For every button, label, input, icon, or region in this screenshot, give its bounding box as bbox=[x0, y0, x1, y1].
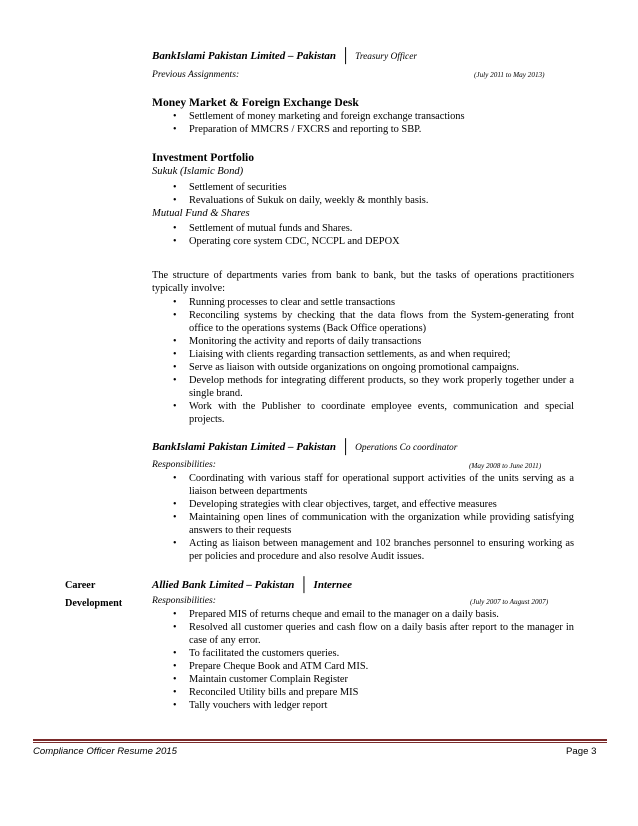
list-item: • Monitoring the activity and reports of daily transactions bbox=[152, 335, 574, 348]
job3-company: Allied Bank Limited – Pakistan bbox=[152, 579, 295, 591]
job1-subheading: Previous Assignments: bbox=[152, 69, 240, 80]
money-market-heading: Money Market & Foreign Exchange Desk bbox=[152, 96, 359, 109]
job3-subheading: Responsibilities: bbox=[152, 595, 216, 606]
list-item: • Serve as liaison with outside organizations on ongoing promotional campaigns. bbox=[152, 361, 574, 374]
job2-subheading: Responsibilities: bbox=[152, 459, 216, 470]
section-label-line1: Career bbox=[65, 580, 96, 591]
list-item: • Settlement of money marketing and foreign exchange transactions bbox=[152, 110, 574, 123]
list-item: • Reconciling systems by checking that the data flows from the System-generating front office to the operations systems (Back Office operations) bbox=[152, 309, 574, 335]
operations-intro: The structure of departments varies from bank to bank, but the tasks of operations practitioners typically involve: bbox=[152, 270, 574, 294]
list-item: • Tally vouchers with ledger report bbox=[152, 699, 574, 712]
list-item: • Liaising with clients regarding transaction settlements, as and when required; bbox=[152, 348, 574, 361]
job1-separator: │ bbox=[340, 49, 351, 64]
list-item: • Maintain customer Complain Register bbox=[152, 673, 574, 686]
list-item: • Operating core system CDC, NCCPL and DEPOX bbox=[152, 235, 574, 248]
list-item: • Prepare Cheque Book and ATM Card MIS. bbox=[152, 660, 574, 673]
job2-header bbox=[152, 441, 457, 454]
job3-header bbox=[152, 579, 352, 592]
sukuk-subheading: Sukuk (Islamic Bond) bbox=[152, 166, 244, 177]
footer-rule-thin bbox=[33, 742, 607, 743]
list-item: • Running processes to clear and settle transactions bbox=[152, 296, 574, 309]
list-item: • Preparation of MMCRS / FXCRS and reporting to SBP. bbox=[152, 123, 574, 136]
list-item: • To facilitated the customers queries. bbox=[152, 647, 574, 660]
list-item: • Settlement of mutual funds and Shares. bbox=[152, 222, 574, 235]
list-item: • Develop methods for integrating different products, so they work properly together under a single brand. bbox=[152, 374, 574, 400]
job2-role: Operations Co coordinator bbox=[355, 443, 458, 453]
job2-company: BankIslami Pakistan Limited – Pakistan bbox=[152, 441, 336, 453]
job1-company: BankIslami Pakistan Limited – Pakistan bbox=[152, 50, 336, 62]
footer-page-number: Page 3 bbox=[566, 746, 597, 757]
job2-separator: │ bbox=[340, 440, 351, 455]
operations-list bbox=[152, 296, 574, 426]
mutual-fund-subheading: Mutual Fund & Shares bbox=[152, 208, 250, 219]
job1-date: (July 2011 to May 2013) bbox=[474, 71, 545, 79]
list-item: • Resolved all customer queries and cash flow on a daily basis after report to the manager in case of any error. bbox=[152, 621, 574, 647]
list-item: • Work with the Publisher to coordinate employee events, communication and special projects. bbox=[152, 400, 574, 426]
list-item: • Developing strategies with clear objectives, target, and effective measures bbox=[152, 498, 574, 511]
list-item: • Coordinating with various staff for operational support activities of the units serving as a liaison between departments bbox=[152, 472, 574, 498]
list-item: • Settlement of securities bbox=[152, 181, 574, 194]
footer-rule-thick bbox=[33, 739, 607, 741]
job3-list bbox=[152, 608, 574, 712]
job2-list bbox=[152, 472, 574, 563]
investment-heading: Investment Portfolio bbox=[152, 151, 255, 164]
list-item: • Revaluations of Sukuk on daily, weekly & monthly basis. bbox=[152, 194, 574, 207]
list-item: • Acting as liaison between management and 102 branches personnel to ensuring working as per policies and procedure and also resolve Audit issues. bbox=[152, 537, 574, 563]
job1-role: Treasury Officer bbox=[355, 52, 418, 62]
list-item: • Reconciled Utility bills and prepare MIS bbox=[152, 686, 574, 699]
job3-date: (July 2007 to August 2007) bbox=[470, 598, 549, 606]
job3-role: Internee bbox=[313, 579, 353, 591]
job3-separator: │ bbox=[299, 578, 309, 593]
footer-title: Compliance Officer Resume 2015 bbox=[33, 746, 177, 757]
job1-header bbox=[152, 50, 417, 63]
sukuk-list bbox=[152, 181, 574, 207]
money-market-list bbox=[152, 110, 574, 136]
list-item: • Prepared MIS of returns cheque and email to the manager on a daily basis. bbox=[152, 608, 574, 621]
section-label-line2: Development bbox=[65, 598, 123, 609]
job2-date: (May 2008 to June 2011) bbox=[469, 462, 542, 470]
section-label-career bbox=[65, 577, 122, 613]
list-item: • Maintaining open lines of communication with the organization while providing satisfying answers to their requests bbox=[152, 511, 574, 537]
mutual-fund-list bbox=[152, 222, 574, 248]
